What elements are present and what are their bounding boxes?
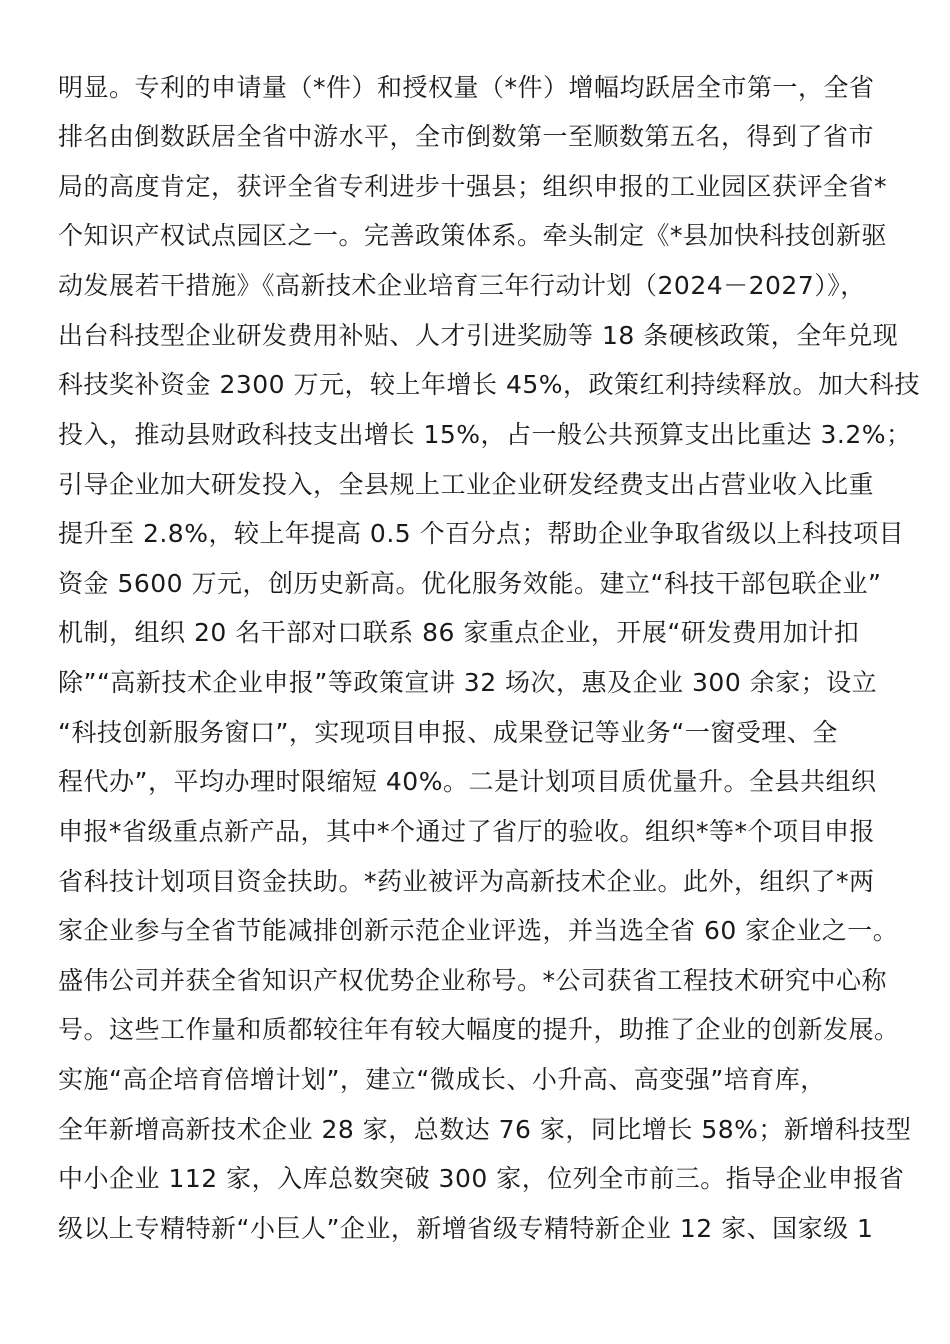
text-line: 机制，组织 20 名干部对口联系 86 家重点企业，开展“研发费用加计扣 [58, 618, 860, 647]
text-line: 盛伟公司并获全省知识产权优势企业称号。*公司获省工程技术研究中心称 [58, 966, 888, 995]
text-line: 排名由倒数跃居全省中游水平，全市倒数第一至顺数第五名，得到了省市 [58, 122, 875, 151]
text-line: 科技奖补资金 2300 万元，较上年增长 45%，政策红利持续释放。加大科技 [58, 370, 921, 399]
text-line: 除”“高新技术企业申报”等政策宣讲 32 场次，惠及企业 300 余家；设立 [58, 668, 878, 697]
text-line: 出台科技型企业研发费用补贴、人才引进奖励等 18 条硬核政策，全年兑现 [58, 321, 899, 350]
text-line: “科技创新服务窗口”，实现项目申报、成果登记等业务“一窗受理、全 [58, 718, 838, 747]
text-line: 个知识产权试点园区之一。完善政策体系。牵头制定《*县加快科技创新驱 [58, 221, 888, 250]
text-line: 级以上专精特新“小巨人”企业，新增省级专精特新企业 12 家、国家级 1 [58, 1214, 874, 1243]
text-line: 实施“高企培育倍增计划”，建立“微成长、小升高、高变强”培育库， [58, 1065, 826, 1094]
text-line: 家企业参与全省节能减排创新示范企业评选，并当选全省 60 家企业之一。 [58, 916, 899, 945]
text-line: 中小企业 112 家，入库总数突破 300 家，位列全市前三。指导企业申报省 [58, 1164, 905, 1193]
text-line: 省科技计划项目资金扶助。*药业被评为高新技术企业。此外，组织了*两 [58, 867, 875, 896]
text-line: 全年新增高新技术企业 28 家，总数达 76 家，同比增长 58%；新增科技型 [58, 1115, 912, 1144]
text-line: 局的高度肯定，获评全省专利进步十强县；组织申报的工业园区获评全省* [58, 172, 888, 201]
text-line: 引导企业加大研发投入，全县规上工业企业研发经费支出占营业收入比重 [58, 470, 875, 499]
text-line: 资金 5600 万元，创历史新高。优化服务效能。建立“科技干部包联企业” [58, 569, 882, 598]
text-line: 投入，推动县财政科技支出增长 15%，占一般公共预算支出比重达 3.2%； [58, 420, 912, 449]
text-line: 号。这些工作量和质都较往年有较大幅度的提升，助推了企业的创新发展。 [58, 1015, 900, 1044]
text-line: 明显。专利的申请量（*件）和授权量（*件）增幅均跃居全市第一，全省 [58, 73, 875, 102]
text-line: 动发展若干措施》《高新技术企业培育三年行动计划（2024－2027）》， [58, 271, 866, 300]
text-line: 提升至 2.8%，较上年提高 0.5 个百分点；帮助企业争取省级以上科技项目 [58, 519, 905, 548]
text-line: 申报*省级重点新产品，其中*个通过了省厅的验收。组织*等*个项目申报 [58, 817, 876, 846]
text-line: 程代办”，平均办理时限缩短 40%。二是计划项目质优量升。全县共组织 [58, 767, 877, 796]
